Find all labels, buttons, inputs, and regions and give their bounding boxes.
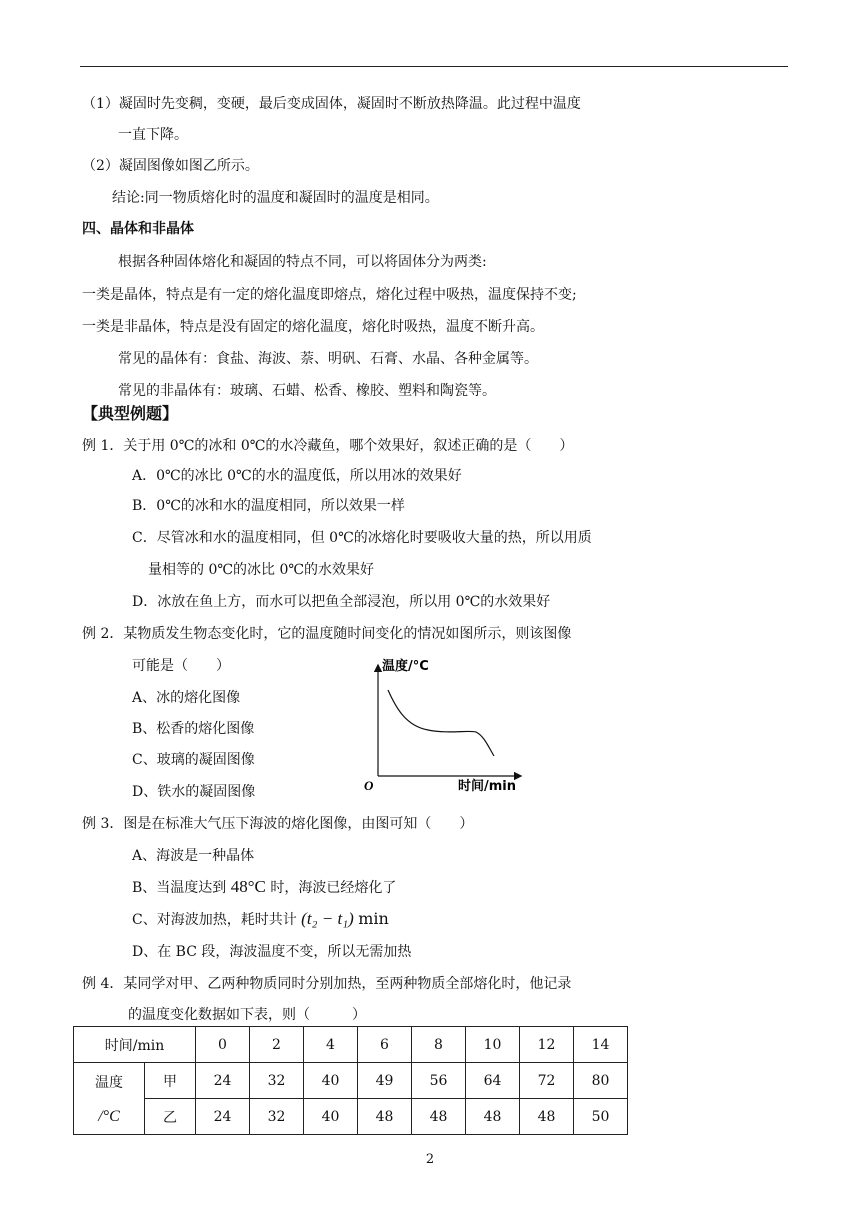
text-line-3: （2）凝固图像如图乙所示。 — [82, 158, 259, 174]
text-line-6: 一类是晶体，特点是有一定的熔化温度即熔点，熔化过程中吸热，温度保持不变; — [82, 287, 577, 303]
example-3-time-expression: (t₂ − t₁) — [301, 909, 354, 928]
table-cell: 50 — [574, 1099, 628, 1135]
table-temperature-label — [74, 1063, 145, 1135]
table-cell: 0 — [196, 1027, 250, 1063]
graph-x-label: 时间/min — [458, 779, 517, 794]
table-cell: 48 — [412, 1099, 466, 1135]
table-row-label-yi: 乙 — [145, 1099, 196, 1135]
table-cell: 2 — [250, 1027, 304, 1063]
example-3-option-b-prefix: B、当温度达到 — [132, 880, 227, 896]
text-line-8: 常见的晶体有：食盐、海波、萘、明矾、石膏、水晶、各种金属等。 — [118, 351, 538, 367]
example-3-option-b — [132, 878, 396, 897]
page-number: 2 — [425, 1152, 435, 1167]
table-cell: 72 — [520, 1063, 574, 1099]
example-3-option-d: D、在 BC 段，海波温度不变，所以无需加热 — [132, 944, 412, 960]
text-line-9: 常见的非晶体有：玻璃、石蜡、松香、橡胶、塑料和陶瓷等。 — [118, 383, 496, 399]
temperature-label-text: 温度 — [95, 1074, 123, 1091]
table-cell: 56 — [412, 1063, 466, 1099]
table-cell: 32 — [250, 1099, 304, 1135]
table-header-time: 时间/min — [74, 1027, 196, 1063]
table-cell: 40 — [304, 1063, 358, 1099]
table-row — [74, 1099, 628, 1135]
table-cell: 40 — [304, 1099, 358, 1135]
example-2-question: 例 2．某物质发生物态变化时，它的温度随时间变化的情况如图所示，则该图像 — [82, 626, 572, 642]
table-cell: 24 — [196, 1099, 250, 1135]
table-cell: 48 — [466, 1099, 520, 1135]
table-cell: 48 — [358, 1099, 412, 1135]
temperature-data-table — [73, 1026, 628, 1135]
example-3-option-a: A、海波是一种晶体 — [132, 848, 255, 864]
table-cell: 64 — [466, 1063, 520, 1099]
example-1-option-c-cont: 量相等的 0℃的冰比 0℃的水效果好 — [148, 562, 375, 578]
example-2-option-d: D、铁水的凝固图像 — [132, 784, 256, 800]
table-cell: 48 — [520, 1099, 574, 1135]
example-3-option-b-suffix: 时，海波已经熔化了 — [270, 880, 397, 896]
example-1-option-c: C．尽管冰和水的温度相同，但 0℃的冰熔化时要吸收大量的热，所以用质 — [132, 530, 592, 546]
example-4-question-cont: 的温度变化数据如下表，则（ ） — [128, 1007, 366, 1023]
table-row-label-jia: 甲 — [145, 1063, 196, 1099]
example-2-option-b: B、松香的熔化图像 — [132, 721, 255, 737]
example-3-question: 例 3．图是在标准大气压下海波的熔化图像，由图可知（ ） — [82, 816, 474, 832]
example-2-option-c: C、玻璃的凝固图像 — [132, 752, 255, 768]
example-3-temperature-value: 48°C — [230, 877, 266, 896]
section-heading-4: 四、晶体和非晶体 — [82, 221, 194, 237]
temperature-unit-text: /°C — [98, 1107, 120, 1125]
table-cell: 24 — [196, 1063, 250, 1099]
conclusion: 结论:同一物质熔化时的温度和凝固时的温度是相同。 — [112, 190, 439, 206]
example-2-question-cont: 可能是（ ） — [132, 658, 230, 674]
table-cell: 8 — [412, 1027, 466, 1063]
header-rule — [80, 66, 788, 67]
table-row — [74, 1063, 628, 1099]
table-cell: 49 — [358, 1063, 412, 1099]
example-3-time-unit: min — [358, 909, 389, 928]
example-1-option-d: D．冰放在鱼上方，而水可以把鱼全部浸泡，所以用 0℃的水效果好 — [132, 594, 551, 610]
examples-heading: 【典型例题】 — [82, 404, 179, 423]
graph-origin-label: O — [364, 778, 374, 793]
table-cell: 4 — [304, 1027, 358, 1063]
text-line-2: 一直下降。 — [118, 127, 188, 143]
table-row — [74, 1027, 628, 1063]
table-cell: 6 — [358, 1027, 412, 1063]
table-cell: 10 — [466, 1027, 520, 1063]
example-2-option-a: A、冰的熔化图像 — [132, 690, 241, 706]
example-3-option-c — [132, 910, 389, 929]
text-line-7: 一类是非晶体，特点是没有固定的熔化温度，熔化时吸热，温度不断升高。 — [82, 319, 544, 335]
text-line-1: （1）凝固时先变稠，变硬，最后变成固体，凝固时不断放热降温。此过程中温度 — [82, 96, 581, 112]
table-cell: 32 — [250, 1063, 304, 1099]
text-line-5: 根据各种固体熔化和凝固的特点不同，可以将固体分为两类: — [118, 254, 487, 270]
example-1-option-a: A．0℃的冰比 0℃的水的温度低，所以用冰的效果好 — [132, 468, 462, 484]
table-cell: 80 — [574, 1063, 628, 1099]
temperature-time-graph — [358, 656, 528, 796]
table-cell: 14 — [574, 1027, 628, 1063]
table-cell: 12 — [520, 1027, 574, 1063]
cooling-curve — [388, 690, 494, 756]
example-1-option-b: B．0℃的冰和水的温度相同，所以效果一样 — [132, 498, 405, 514]
example-1-question: 例 1．关于用 0℃的冰和 0℃的水冷藏鱼，哪个效果好，叙述正确的是（ ） — [82, 438, 574, 454]
graph-y-label: 温度/°C — [382, 659, 429, 674]
example-3-option-c-prefix: C、对海波加热，耗时共计 — [132, 912, 297, 928]
example-4-question: 例 4．某同学对甲、乙两种物质同时分别加热，至两种物质全部熔化时，他记录 — [82, 976, 572, 992]
